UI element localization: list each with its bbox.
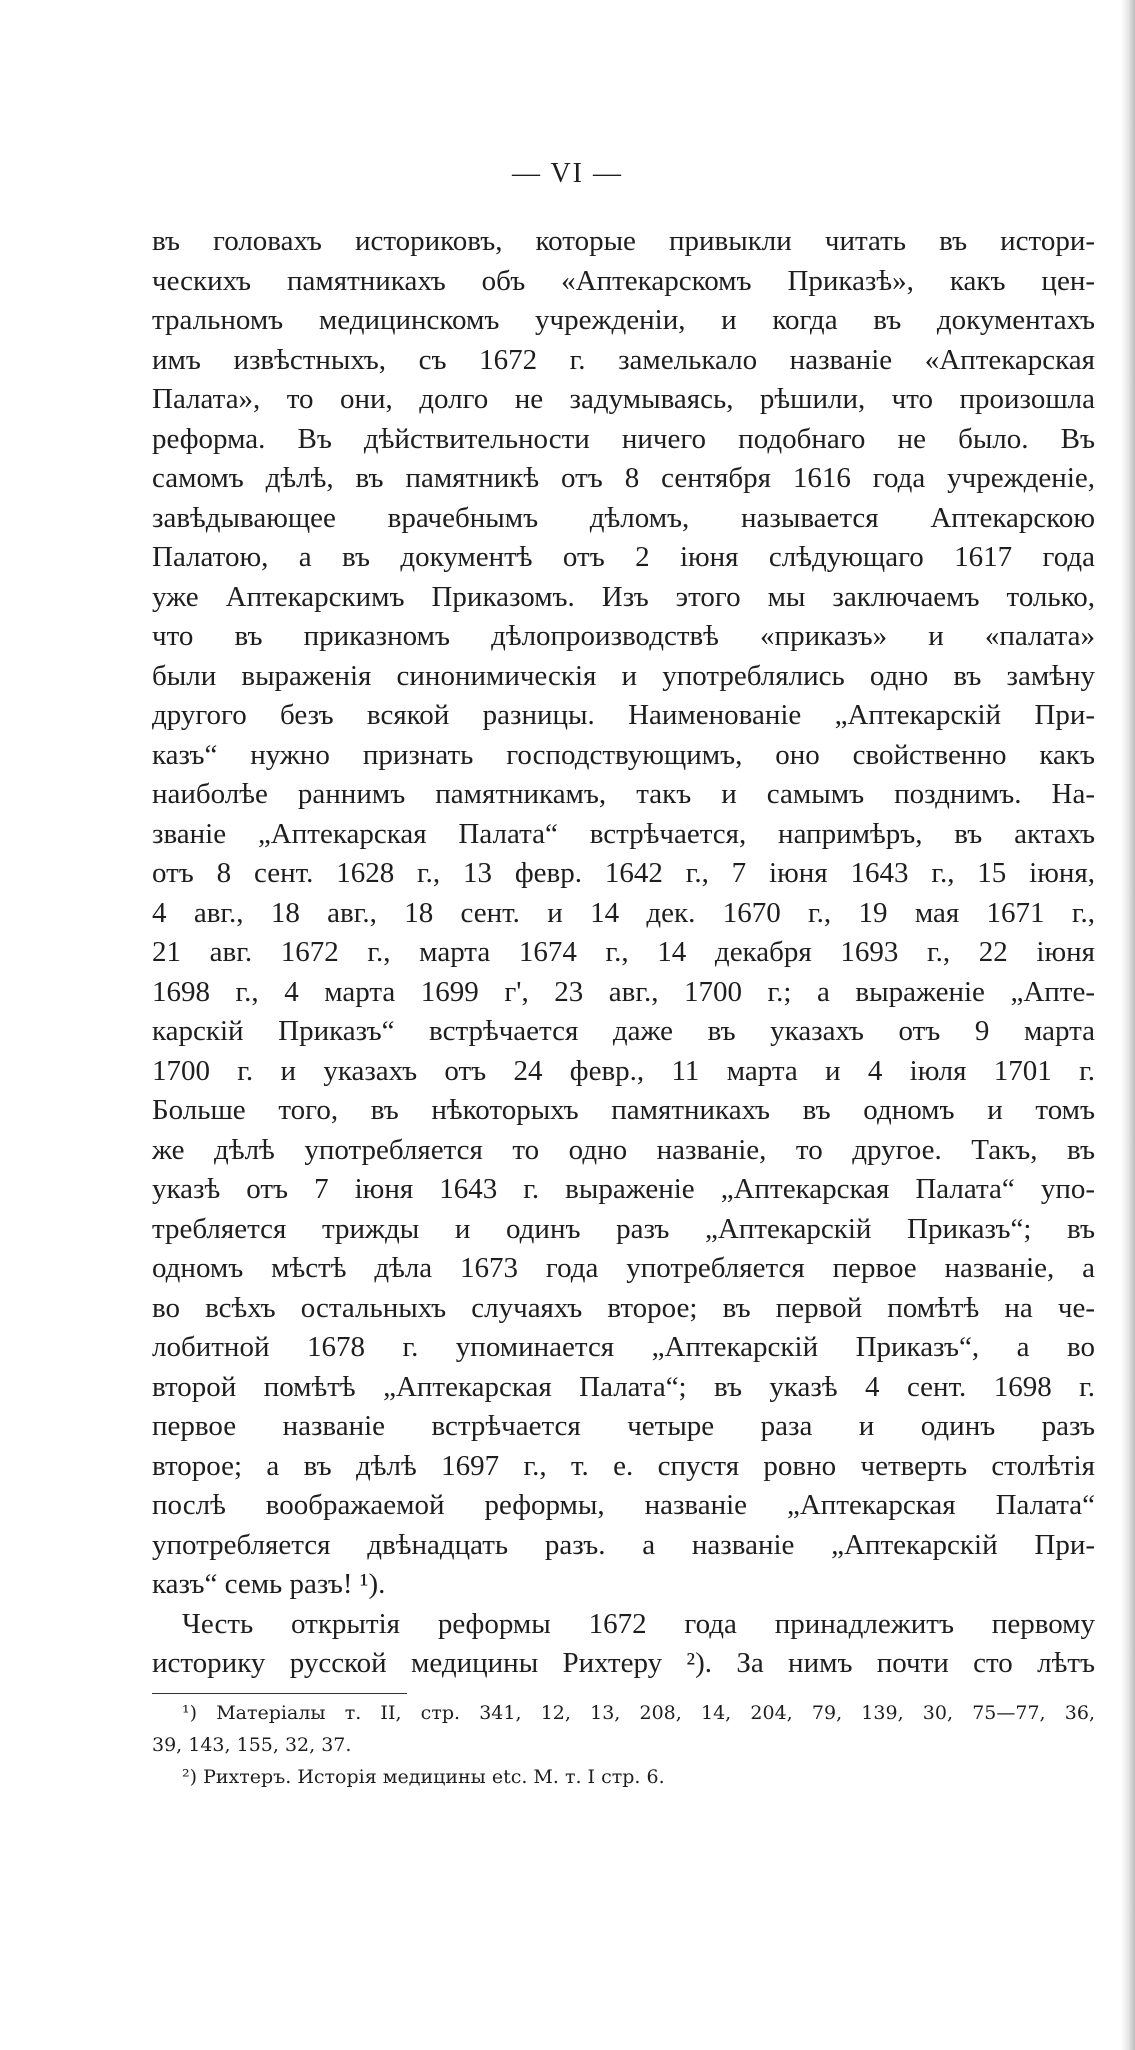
page-number-header: — VI — (511, 158, 624, 189)
footnote-divider (152, 1693, 407, 1694)
text-line: имъ извѣстныхъ, съ 1672 г. замелькало названіе «Аптекарская (152, 343, 1095, 376)
text-line: 1698 г., 4 марта 1699 г', 23 авг., 1700 г.; а выраженіе „Апте- (152, 975, 1095, 1008)
text-line: отъ 8 сент. 1628 г., 13 февр. 1642 г., 7 іюня 1643 г., 15 іюня, (152, 857, 1095, 889)
text-line: Больше того, въ нѣкоторыхъ памятникахъ въ одномъ и томъ (152, 1094, 1095, 1126)
text-line: завѣдывающее врачебнымъ дѣломъ, называется Аптекарскою (152, 501, 1095, 534)
footnote-line: ²) Рихтеръ. Исторія медицины etc. M. т. I стр. 6. (182, 1766, 665, 1788)
text-line: 1700 г. и указахъ отъ 24 февр., 11 марта и 4 іюля 1701 г. (152, 1054, 1095, 1087)
text-line: что въ приказномъ дѣлопроизводствѣ «приказъ» и «палата» (152, 620, 1095, 652)
text-line: 21 авг. 1672 г., марта 1674 г., 14 декабря 1693 г., 22 іюня (152, 936, 1095, 968)
text-line: въ головахъ историковъ, которые привыкли читать въ истори- (152, 225, 1095, 257)
footnote-line: ¹) Матеріалы т. II, стр. 341, 12, 13, 208, 14, 204, 79, 139, 30, 75—77, 36, (182, 1702, 1095, 1724)
footnote-line: 39, 143, 155, 32, 37. (152, 1734, 352, 1756)
text-line: карскій Приказъ“ встрѣчается даже въ указахъ отъ 9 марта (152, 1015, 1095, 1047)
text-line: другого безъ всякой разницы. Наименованіе „Аптекарскій При- (152, 699, 1095, 731)
text-line: употребляется двѣнадцать разъ. а названіе „Аптекарскій При- (152, 1528, 1095, 1561)
text-line: же дѣлѣ употребляется то одно названіе, то другое. Такъ, въ (152, 1133, 1095, 1166)
text-line: требляется трижды и одинъ разъ „Аптекарскій Приказъ“; въ (152, 1212, 1095, 1245)
paragraph-end-line: казъ“ семь разъ! ¹). (152, 1568, 386, 1600)
text-line: 4 авг., 18 авг., 18 сент. и 14 дек. 1670 г., 19 мая 1671 г., (152, 896, 1095, 929)
text-line: лобитной 1678 г. упоминается „Аптекарскій Приказъ“, а во (152, 1331, 1095, 1363)
text-line: тральномъ медицинскомъ учрежденіи, и когда въ документахъ (152, 304, 1095, 336)
text-line: ческихъ памятникахъ объ «Аптекарскомъ Приказѣ», какъ цен- (152, 264, 1095, 297)
text-line: уже Аптекарскимъ Приказомъ. Изъ этого мы заключаемъ только, (152, 580, 1095, 613)
text-line: послѣ воображаемой реформы, названіе „Аптекарская Палата“ (152, 1489, 1095, 1521)
text-line: Палатою, а въ документѣ отъ 2 іюня слѣдующаго 1617 года (152, 541, 1095, 573)
page-edge-shadow (1121, 0, 1135, 2050)
text-line: были выраженія синонимическія и употреблялись одно въ замѣну (152, 659, 1095, 692)
text-line: второй помѣтѣ „Аптекарская Палата“; въ указѣ 4 сент. 1698 г. (152, 1370, 1095, 1403)
paragraph-start-line: Честь открытія реформы 1672 года принадлежитъ первому (182, 1607, 1095, 1640)
text-line: во всѣхъ остальныхъ случаяхъ второе; въ первой помѣтѣ на че- (152, 1291, 1095, 1324)
text-line: указѣ отъ 7 іюня 1643 г. выраженіе „Аптекарская Палата“ упо- (152, 1173, 1095, 1205)
text-line: званіе „Аптекарская Палата“ встрѣчается, напримѣръ, въ актахъ (152, 817, 1095, 850)
text-line: реформа. Въ дѣйствительности ничего подобнаго не было. Въ (152, 422, 1095, 455)
body-text (152, 222, 1095, 1684)
text-line: Палата», то они, долго не задумываясь, рѣшили, что произошла (152, 383, 1095, 415)
text-line: первое названіе встрѣчается четыре раза и одинъ разъ (152, 1410, 1095, 1442)
text-line: второе; а въ дѣлѣ 1697 г., т. е. спустя ровно четверть столѣтія (152, 1449, 1095, 1482)
text-line: историку русской медицины Рихтеру ²). За нимъ почти сто лѣтъ (152, 1647, 1095, 1679)
text-line: самомъ дѣлѣ, въ памятникѣ отъ 8 сентября 1616 года учрежденіе, (152, 462, 1095, 494)
text-line: одномъ мѣстѣ дѣла 1673 года употребляется первое названіе, а (152, 1252, 1095, 1284)
text-line: казъ“ нужно признать господствующимъ, оно свойственно какъ (152, 738, 1095, 771)
text-line: наиболѣе раннимъ памятникамъ, такъ и самымъ позднимъ. На- (152, 778, 1095, 810)
footnotes (152, 1697, 1095, 1793)
